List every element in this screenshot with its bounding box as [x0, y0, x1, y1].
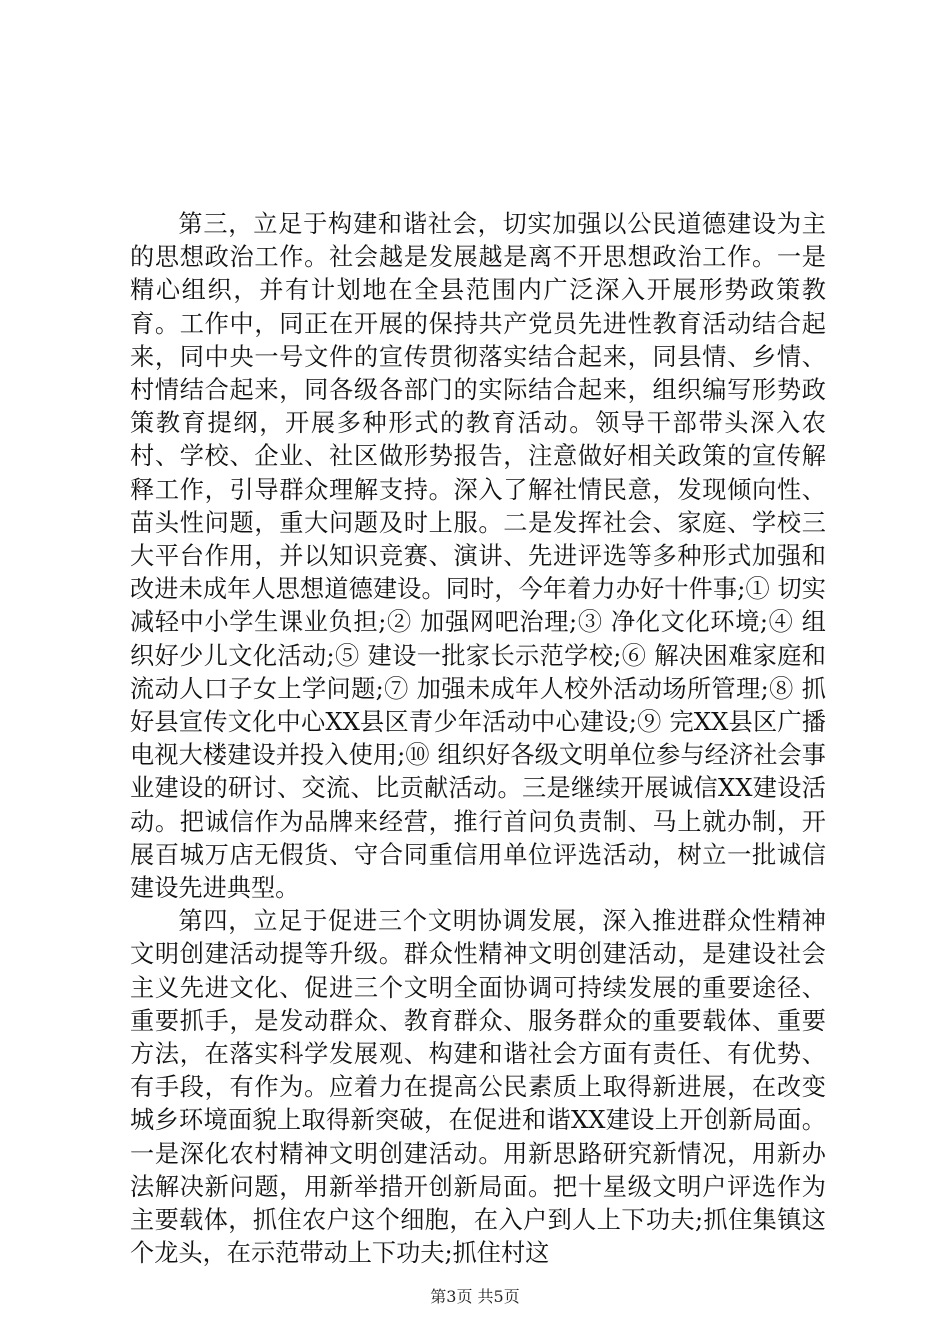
- page-footer: 第3页 共5页: [430, 1287, 520, 1306]
- paragraph-third-point: 第三，立足于构建和谐社会，切实加强以公民道德建设为主的思想政治工作。社会越是发展越是离不开思想政治工作。一是精心组织，并有计划地在全县范围内广泛深入开展形势政策教育。工作中，同正在开展的保持共产党员先进性教育活动结合起来，同中央一号文件的宣传贯彻落实结合起来，同县情、乡情、村情结合起来，同各级各部门的实际结合起来，组织编写形势政策教育提纲，开展多种形式的教育活动。领导干部带头深入农村、学校、企业、社区做形势报告，注意做好相关政策的宣传解释工作，引导群众理解支持。深入了解社情民意，发现倾向性、苗头性问题，重大问题及时上服。二是发挥社会、家庭、学校三大平台作用，并以知识竞赛、演讲、先进评选等多种形式加强和改进未成年人思想道德建设。同时，今年着力办好十件事;① 切实减轻中小学生课业负担;② 加强网吧治理;③ 净化文化环境;④ 组织好少儿文化活动;⑤ 建设一批家长示范学校;⑥ 解决困难家庭和流动人口子女上学问题;⑦ 加强未成年人校外活动场所管理;⑧ 抓好县宣传文化中心XX县区青少年活动中心建设;⑨ 完XX县区广播电视大楼建设并投入使用;⑩ 组织好各级文明单位参与经济社会事业建设的研讨、交流、比贡献活动。三是继续开展诚信XX建设活动。把诚信作为品牌来经营，推行首问负责制、马上就办制，开展百城万店无假货、守合同重信用单位评选活动，树立一批诚信建设先进典型。: [130, 210, 826, 903]
- paragraph-fourth-point: 第四，立足于促进三个文明协调发展，深入推进群众性精神文明创建活动提等升级。群众性精神文明创建活动，是建设社会主义先进文化、促进三个文明全面协调可持续发展的重要途径、重要抓手，是发动群众、教育群众、服务群众的重要载体、重要方法，在落实科学发展观、构建和谐社会方面有责任、有优势、有手段，有作为。应着力在提高公民素质上取得新进展，在改变城乡环境面貌上取得新突破，在促进和谐XX建设上开创新局面。一是深化农村精神文明创建活动。用新思路研究新情况，用新办法解决新问题，用新举措开创新局面。把十星级文明户评选作为主要载体，抓住农户这个细胞，在入户到人上下功夫;抓住集镇这个龙头，在示范带动上下功夫;抓住村这: [130, 907, 826, 1268]
- document-body: [130, 208, 826, 1271]
